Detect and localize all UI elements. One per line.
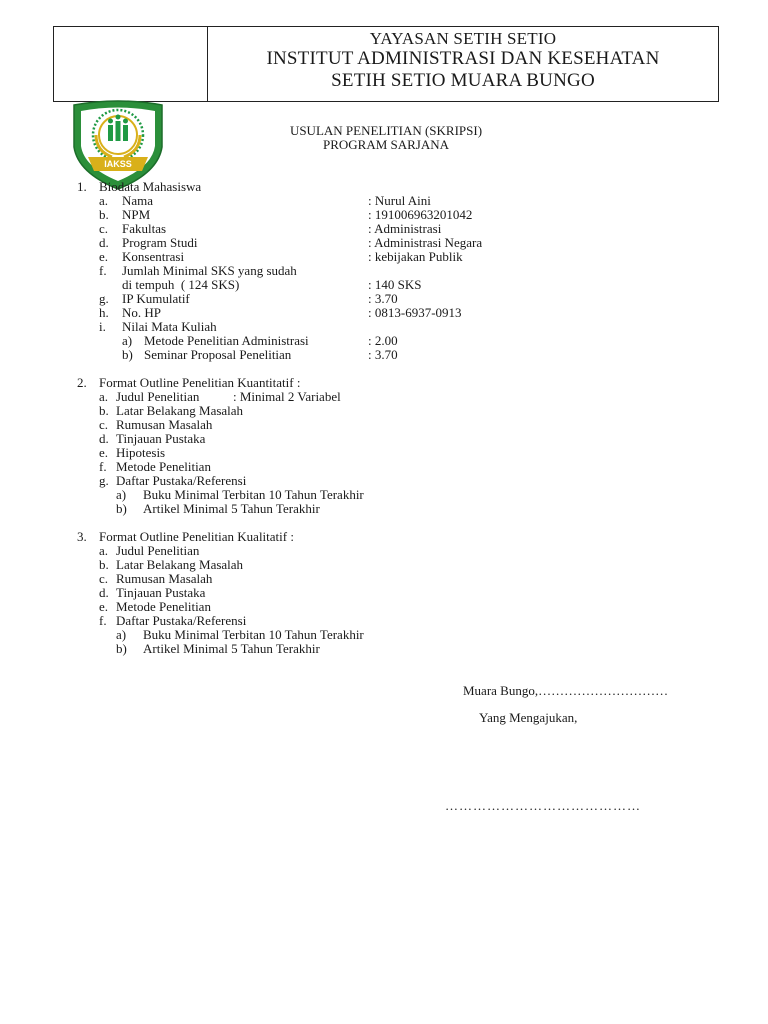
section-heading: Biodata Mahasiswa xyxy=(99,179,202,194)
institute-name: INSTITUT ADMINISTRASI DAN KESEHATAN xyxy=(266,48,660,69)
item-letter: h. xyxy=(99,305,109,320)
sub-letter: b) xyxy=(116,641,127,656)
item-letter: b. xyxy=(99,557,109,572)
outline-item: Tinjauan Pustaka xyxy=(116,585,206,600)
course-label: Metode Penelitian Administrasi xyxy=(144,333,309,348)
outline-item: Judul Penelitian xyxy=(116,543,200,558)
iakss-shield-logo xyxy=(66,99,170,191)
item-letter: a. xyxy=(99,543,109,558)
outline-item: Metode Penelitian xyxy=(116,599,211,614)
field-label-fakultas: Fakultas xyxy=(122,221,167,236)
item-letter: b. xyxy=(99,207,109,222)
reference-rule: Artikel Minimal 5 Tahun Terakhir xyxy=(143,501,320,516)
field-label-sks-line2: di tempuh ( 124 SKS) xyxy=(122,277,240,292)
item-letter: b. xyxy=(99,403,109,418)
section-number: 2. xyxy=(77,375,87,390)
sub-letter: b) xyxy=(122,347,133,362)
item-letter: e. xyxy=(99,599,109,614)
field-value-konsentrasi: : kebijakan Publik xyxy=(368,249,463,264)
signature-applicant: Yang Mengajukan, xyxy=(479,710,578,725)
outline-item: Daftar Pustaka/Referensi xyxy=(116,613,247,628)
item-letter: g. xyxy=(99,473,109,488)
outline-item: Hipotesis xyxy=(116,445,166,460)
letterhead-text xyxy=(208,27,718,92)
item-letter: g. xyxy=(99,291,109,306)
item-letter: e. xyxy=(99,249,109,264)
item-letter: e. xyxy=(99,445,109,460)
outline-item: Latar Belakang Masalah xyxy=(116,557,244,572)
reference-rule: Buku Minimal Terbitan 10 Tahun Terakhir xyxy=(143,627,364,642)
field-value-fakultas: : Administrasi xyxy=(368,221,442,236)
field-label-phone: No. HP xyxy=(122,305,162,320)
outline-item: Tinjauan Pustaka xyxy=(116,431,206,446)
outline-item: Judul Penelitian xyxy=(116,389,200,404)
item-letter: a. xyxy=(99,389,109,404)
reference-rule: Buku Minimal Terbitan 10 Tahun Terakhir xyxy=(143,487,364,502)
item-letter: f. xyxy=(99,263,107,278)
item-letter: f. xyxy=(99,613,107,628)
institute-location: SETIH SETIO MUARA BUNGO xyxy=(331,70,595,91)
document-subtitle: PROGRAM SARJANA xyxy=(322,137,450,152)
letterhead xyxy=(53,26,719,102)
course-grade: : 2.00 xyxy=(368,333,398,348)
field-label-sks: Jumlah Minimal SKS yang sudah xyxy=(122,263,297,278)
course-grade: : 3.70 xyxy=(368,347,398,362)
outline-item: Latar Belakang Masalah xyxy=(116,403,244,418)
section-number: 1. xyxy=(77,179,87,194)
item-letter: a. xyxy=(99,193,109,208)
item-letter: i. xyxy=(99,319,106,334)
foundation-name: YAYASAN SETIH SETIO xyxy=(369,29,557,48)
item-letter: d. xyxy=(99,585,109,600)
sub-letter: a) xyxy=(122,333,133,348)
outline-item: Metode Penelitian xyxy=(116,459,211,474)
outline-item: Rumusan Masalah xyxy=(116,417,213,432)
document-title: USULAN PENELITIAN (SKRIPSI) xyxy=(289,123,483,138)
field-label-npm: NPM xyxy=(122,207,151,222)
field-value-phone: : 0813-6937-0913 xyxy=(368,305,462,320)
outline-item: Rumusan Masalah xyxy=(116,571,213,586)
section-heading: Format Outline Penelitian Kuantitatif : xyxy=(99,375,301,390)
field-value-nama: : Nurul Aini xyxy=(368,193,431,208)
logo-text: IAKSS xyxy=(104,159,132,169)
field-value-ipk: : 3.70 xyxy=(368,291,398,306)
item-letter: d. xyxy=(99,431,109,446)
field-label-nama: Nama xyxy=(122,193,154,208)
item-letter: c. xyxy=(99,221,109,236)
item-letter: c. xyxy=(99,571,109,586)
field-label-ipk: IP Kumulatif xyxy=(122,291,190,306)
sub-letter: a) xyxy=(116,487,127,502)
outline-note: : Minimal 2 Variabel xyxy=(233,389,341,404)
section-number: 3. xyxy=(77,529,87,544)
sub-letter: b) xyxy=(116,501,127,516)
field-value-sks: : 140 SKS xyxy=(368,277,422,292)
field-label-program-studi: Program Studi xyxy=(122,235,198,250)
sub-letter: a) xyxy=(116,627,127,642)
reference-rule: Artikel Minimal 5 Tahun Terakhir xyxy=(143,641,320,656)
field-value-npm: : 191006963201042 xyxy=(368,207,473,222)
field-label-nilai: Nilai Mata Kuliah xyxy=(122,319,217,334)
signature-line: …………………………………… xyxy=(445,798,641,813)
item-letter: c. xyxy=(99,417,109,432)
section-heading: Format Outline Penelitian Kualitatif : xyxy=(99,529,294,544)
item-letter: f. xyxy=(99,459,107,474)
signature-place-date: Muara Bungo,………………………… xyxy=(463,683,669,698)
course-label: Seminar Proposal Penelitian xyxy=(144,347,292,362)
outline-item: Daftar Pustaka/Referensi xyxy=(116,473,247,488)
field-label-konsentrasi: Konsentrasi xyxy=(122,249,185,264)
field-value-program-studi: : Administrasi Negara xyxy=(368,235,483,250)
item-letter: d. xyxy=(99,235,109,250)
